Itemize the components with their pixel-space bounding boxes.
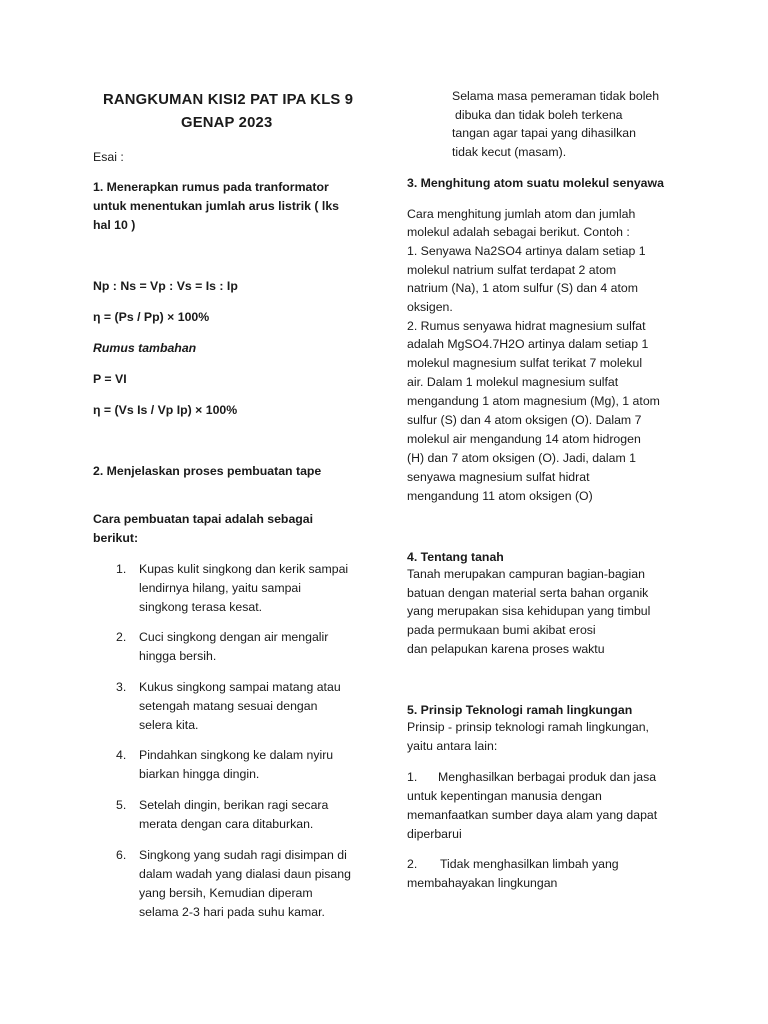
formula-transformator-ratio: Np : Ns = Vp : Vs = Is : Ip <box>93 279 238 293</box>
formula-efficiency-power: η = (Ps / Pp) × 100% <box>93 310 210 324</box>
section-3-line: natrium (Na), 1 atom sulfur (S) dan 4 atom <box>407 281 638 295</box>
list-item-line: selama 2-3 hari pada suhu kamar. <box>139 905 325 919</box>
section-2-intro-line-1: Cara pembuatan tapai adalah sebagai <box>93 512 314 526</box>
section-3-line: oksigen. <box>407 300 453 314</box>
list-item-line: Kupas kulit singkong dan kerik sampai <box>139 562 349 576</box>
doc-title-line-2: GENAP 2023 <box>181 115 273 131</box>
section-1-heading-line-3: hal 10 ) <box>93 218 136 232</box>
principle-item-line: Tidak menghasilkan limbah yang <box>440 857 619 871</box>
section-4-line: dan pelapukan karena proses waktu <box>407 642 605 656</box>
list-item-line: yang bersih, Kemudian diperam <box>139 886 313 900</box>
section-4-heading: 4. Tentang tanah <box>407 550 504 564</box>
section-3-line: 1. Senyawa Na2SO4 artinya dalam setiap 1 <box>407 244 646 258</box>
step-6-continuation-line: Selama masa pemeraman tidak boleh <box>452 89 660 103</box>
section-5-heading: 5. Prinsip Teknologi ramah lingkungan <box>407 703 633 717</box>
principle-item-line: untuk kepentingan manusia dengan <box>407 789 602 803</box>
list-item-line: singkong terasa kesat. <box>139 600 263 614</box>
formula-efficiency-voltage-current: η = (Vs Is / Vp Ip) × 100% <box>93 403 238 417</box>
section-1-heading-line-2: untuk menentukan jumlah arus listrik ( lks <box>93 199 339 213</box>
section-3-line: molekul magnesium sulfat terikat 7 molekul <box>407 356 643 370</box>
section-3-line: sulfur (S) dan 4 atom oksigen (O). Dalam 7 <box>407 413 642 427</box>
section-4-line: pada permukaan bumi akibat erosi <box>407 623 596 637</box>
list-item-number: 4. <box>116 748 127 762</box>
list-item-line: lendirnya hilang, yaitu sampai <box>139 581 302 595</box>
list-item-line: selera kita. <box>139 718 199 732</box>
section-2-heading: 2. Menjelaskan proses pembuatan tape <box>93 464 322 478</box>
section-3-line: senyawa magnesium sulfat hidrat <box>407 470 590 484</box>
list-item-line: setengah matang sesuai dengan <box>139 699 318 713</box>
esai-label: Esai : <box>93 150 124 164</box>
section-5-intro-line-1: Prinsip - prinsip teknologi ramah lingkungan, <box>407 720 649 734</box>
principle-item-number: 1. <box>407 770 418 784</box>
list-item-line: Pindahkan singkong ke dalam nyiru <box>139 748 334 762</box>
list-item-line: merata dengan cara ditaburkan. <box>139 817 314 831</box>
section-4-line: batuan dengan material serta bahan organik <box>407 586 649 600</box>
list-item-number: 6. <box>116 848 127 862</box>
section-4-line: yang merupakan sisa kehidupan yang timbul <box>407 604 651 618</box>
section-3-line: mengandung 11 atom oksigen (O) <box>407 489 593 503</box>
list-item-line: Cuci singkong dengan air mengalir <box>139 630 329 644</box>
section-3-line: (H) dan 7 atom oksigen (O). Jadi, dalam 1 <box>407 451 636 465</box>
section-1-heading-line-1: 1. Menerapkan rumus pada tranformator <box>93 180 329 194</box>
section-3-heading: 3. Menghitung atom suatu molekul senyawa <box>407 176 664 190</box>
section-3-line: mengandung 1 atom magnesium (Mg), 1 atom <box>407 394 660 408</box>
list-item-number: 2. <box>116 630 127 644</box>
list-item-line: hingga bersih. <box>139 649 217 663</box>
formula-power: P = VI <box>93 372 127 386</box>
list-item-line: biarkan hingga dingin. <box>139 767 260 781</box>
section-3-line: molekul adalah sebagai berikut. Contoh : <box>407 225 630 239</box>
principle-item-line: diperbarui <box>407 827 462 841</box>
step-6-continuation-line: tangan agar tapai yang dihasilkan <box>452 126 636 140</box>
list-item-number: 3. <box>116 680 127 694</box>
step-6-continuation-line: dibuka dan tidak boleh terkena <box>455 108 623 122</box>
section-5-intro-line-2: yaitu antara lain: <box>407 739 498 753</box>
list-item-line: Setelah dingin, berikan ragi secara <box>139 798 329 812</box>
section-3-line: 2. Rumus senyawa hidrat magnesium sulfat <box>407 319 646 333</box>
doc-title-line-1: RANGKUMAN KISI2 PAT IPA KLS 9 <box>103 92 354 108</box>
step-6-continuation-line: tidak kecut (masam). <box>452 145 567 159</box>
section-3-line: Cara menghitung jumlah atom dan jumlah <box>407 207 636 221</box>
principle-item-line: membahayakan lingkungan <box>407 876 558 890</box>
section-3-line: adalah MgSO4.7H2O artinya dalam setiap 1 <box>407 337 649 351</box>
section-2-intro-line-2: berikut: <box>93 531 139 545</box>
list-item-number: 1. <box>116 562 127 576</box>
list-item-number: 5. <box>116 798 127 812</box>
list-item-line: Kukus singkong sampai matang atau <box>139 680 341 694</box>
section-3-line: air. Dalam 1 molekul magnesium sulfat <box>407 375 619 389</box>
list-item-line: Singkong yang sudah ragi disimpan di <box>139 848 347 862</box>
principle-item-number: 2. <box>407 857 418 871</box>
principle-item-line: Menghasilkan berbagai produk dan jasa <box>438 770 657 784</box>
section-3-line: molekul natrium sulfat terdapat 2 atom <box>407 263 617 277</box>
list-item-line: dalam wadah yang dialasi daun pisang <box>139 867 351 881</box>
section-4-line: Tanah merupakan campuran bagian-bagian <box>407 567 645 581</box>
principle-item-line: memanfaatkan sumber daya alam yang dapat <box>407 808 658 822</box>
section-3-line: molekul air mengandung 14 atom hidrogen <box>407 432 641 446</box>
extra-formula-label: Rumus tambahan <box>93 341 197 355</box>
